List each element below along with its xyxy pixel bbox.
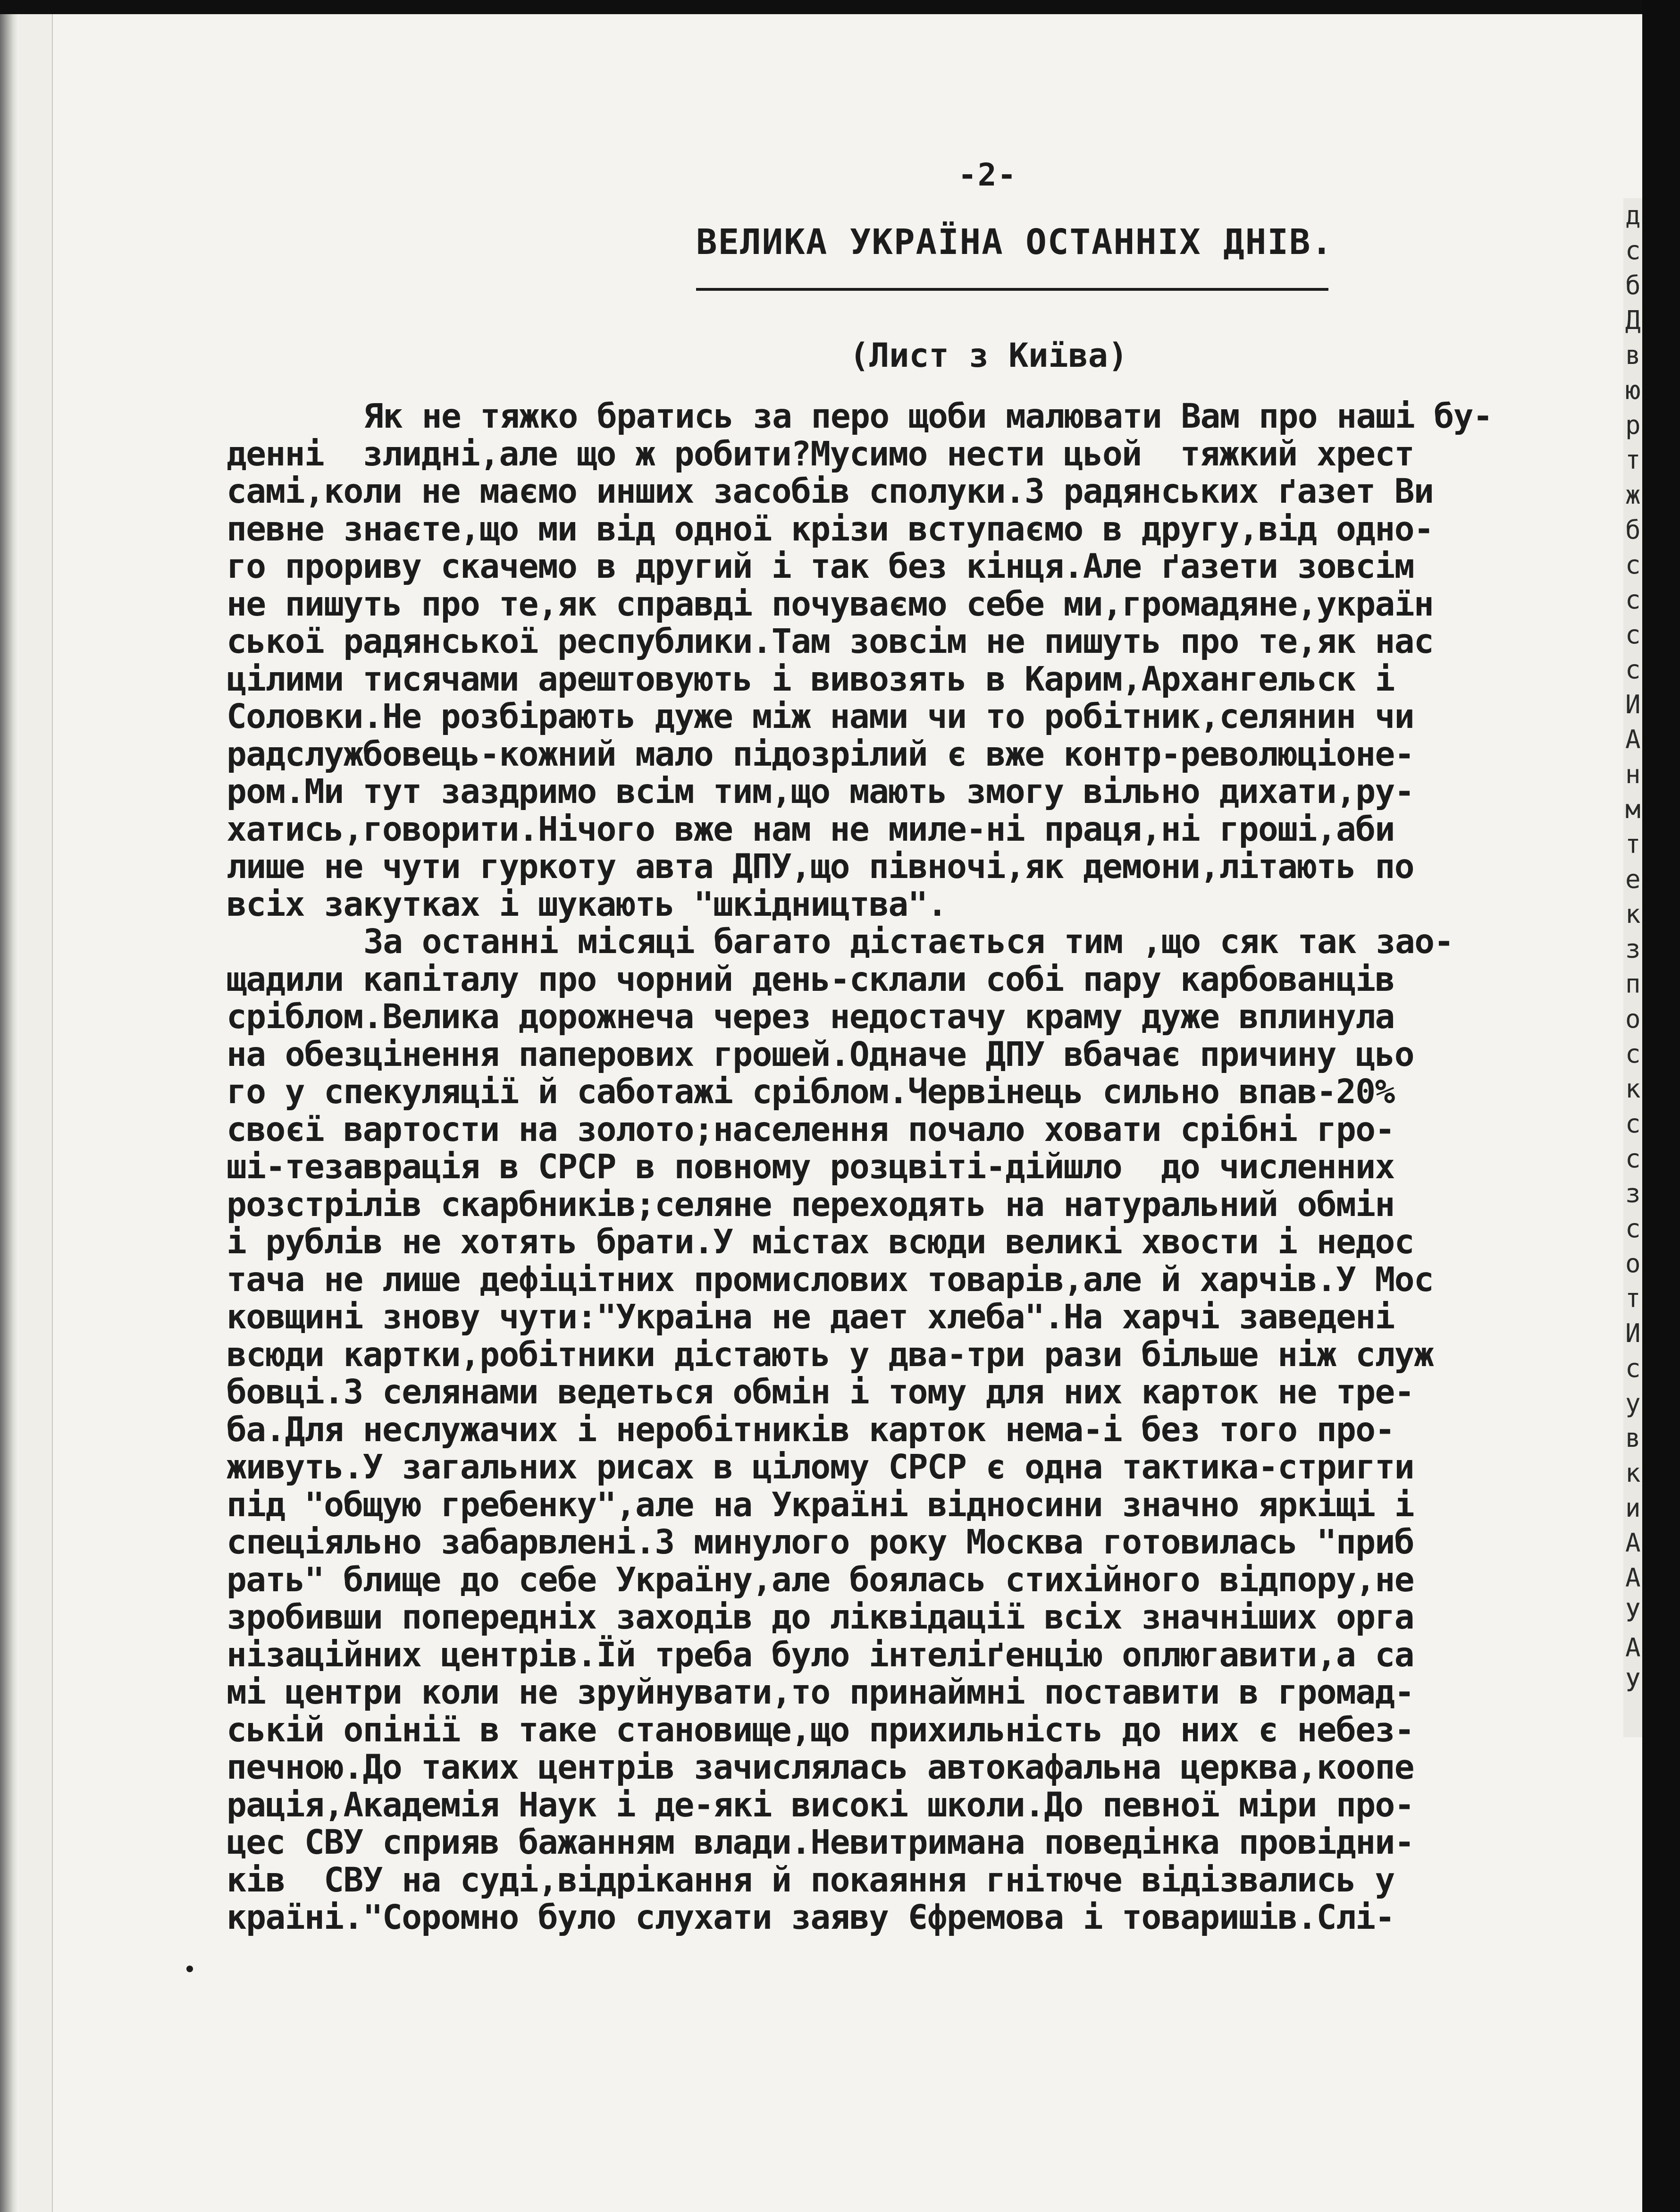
body-text [227, 397, 1623, 1936]
text-line: цілими тисячами арештовують і вивозять в Карим,Архангельск і [227, 659, 1394, 699]
text-line: і рублів не хотять брати.У містах всюди великі хвости і недос [227, 1222, 1414, 1261]
next-page-char: е [1625, 864, 1641, 894]
text-line: Соловки.Не розбірають дуже між нами чи то робітник,селянин чи [227, 697, 1414, 736]
next-page-char: б [1625, 515, 1641, 545]
text-line: ків СВУ на суді,відрікання й покаяння гнітюче відізвались у [227, 1860, 1394, 1900]
next-page-char: У [1625, 1598, 1641, 1628]
text-line: лише не чути гуркоту авта ДПУ,що півночі,як демони,літають по [227, 847, 1414, 886]
next-page-char: в [1625, 1423, 1641, 1453]
document-subtitle: (Лист з Київа) [849, 336, 1128, 375]
next-page-char: к [1625, 899, 1641, 929]
text-line: всюди картки,робітники дістають у два-три рази більше ніж служ [227, 1334, 1434, 1374]
text-line: рать" блище до себе Україну,але боялась стихійного відпору,не [227, 1560, 1414, 1599]
text-line: За останні місяці багато дістається тим ,що сяк так зао- [363, 922, 1453, 961]
title-underline [696, 288, 1328, 291]
next-page-char: с [1625, 236, 1641, 265]
document-title: ВЕЛИКА УКРАЇНА ОСТАННІХ ДНІВ. [696, 222, 1334, 262]
next-page-char: А [1625, 1563, 1641, 1593]
text-line: рація,Академія Наук і де-які високі школи.До певної міри про- [227, 1785, 1414, 1824]
text-line: ба.Для неслужачих і неробітників карток нема-і без того про- [227, 1410, 1394, 1449]
next-page-char: м [1625, 794, 1641, 824]
text-line: бовці.З селянами ведеться обмін і тому для них карток не тре- [227, 1372, 1414, 1411]
next-page-char: д [1625, 201, 1641, 230]
next-page-char: ю [1625, 375, 1641, 405]
next-page-char: ж [1625, 480, 1641, 510]
next-page-char: с [1625, 1144, 1641, 1174]
text-line: не пишуть про те,як справді почуваємо себе ми,громадяне,україн [227, 584, 1434, 624]
text-line: Як не тяжко братись за перо щоби малювати Вам про наші бу- [363, 397, 1493, 436]
next-page-char: У [1625, 1668, 1641, 1697]
text-line: зробивши попередніх заходів до ліквідації всіх значніших орга [227, 1597, 1414, 1637]
text-line: цес СВУ сприяв бажанням влади.Невитримана поведінка провідни- [227, 1823, 1414, 1862]
text-line: ші-тезаврація в СРСР в повному розцвіті-дійшло до численних [227, 1147, 1394, 1186]
next-page-char: к [1625, 1074, 1641, 1104]
next-page-char: с [1625, 655, 1641, 684]
text-line: живуть.У загальних рисах в цілому СРСР є одна тактика-стригти [227, 1447, 1414, 1486]
text-line: всіх закутках і шукають "шкідництва". [227, 884, 947, 924]
next-page-char: з [1625, 1179, 1641, 1208]
next-page-char: н [1625, 760, 1641, 789]
text-line: денні злидні,але що ж робити?Мусимо нести цьой тяжкий хрест [227, 434, 1414, 473]
next-page-char: о [1625, 1004, 1641, 1034]
text-line: щадили капіталу про чорний день-склали собі пару карбованців [227, 959, 1394, 999]
page-edge-shadow [0, 14, 19, 2212]
text-line: ської радянської республики.Там зовсім не пишуть про те,як нас [227, 622, 1434, 661]
next-page-char: И [1625, 1318, 1641, 1348]
next-page-char: т [1625, 445, 1641, 475]
text-line: го у спекуляції й саботажі сріблом.Червінець сильно впав-20% [227, 1072, 1394, 1111]
next-page-char: с [1625, 585, 1641, 615]
text-line: спеціяльно забарвлені.З минулого року Москва готовилась "приб [227, 1522, 1414, 1562]
text-line: розстрілів скарбників;селяне переходять на натуральний обмін [227, 1184, 1394, 1224]
scanner-background-right [1642, 0, 1680, 2212]
next-page-char: А [1625, 1633, 1641, 1663]
next-page-char: с [1625, 1214, 1641, 1243]
next-page-char: с [1625, 550, 1641, 580]
text-line: сріблом.Велика дорожнеча через недостачу краму дуже вплинула [227, 997, 1394, 1036]
next-page-char: с [1625, 1109, 1641, 1139]
next-page-char: с [1625, 1039, 1641, 1069]
text-line: тача не лише дефіцітних промислових товарів,але й харчів.У Мос [227, 1259, 1434, 1299]
next-page-char: к [1625, 1458, 1641, 1488]
next-page-char: с [1625, 620, 1641, 650]
next-page-edge [1623, 198, 1642, 1737]
page-stack-edge [19, 14, 53, 2212]
text-line: ром.Ми тут заздримо всім тим,що мають змогу вільно дихати,ру- [227, 772, 1414, 811]
next-page-char: и [1625, 1493, 1641, 1523]
next-page-char: б [1625, 270, 1641, 300]
next-page-char: Д [1625, 305, 1641, 335]
text-line: самі,коли не маємо инших засобів сполуки.З радянських ґазет Ви [227, 472, 1434, 511]
text-line: хатись,говорити.Нічого вже нам не миле-ні праця,ні гроші,аби [227, 809, 1394, 849]
next-page-char: в [1625, 340, 1641, 370]
next-page-char: р [1625, 410, 1641, 440]
text-line: певне знаєте,що ми від одної крізи вступаємо в другу,від одно- [227, 509, 1434, 549]
text-line: своєї вартости на золото;населення почало ховати срібні гро- [227, 1109, 1394, 1149]
scanner-background-top [0, 0, 1680, 14]
text-line: ковщині знову чути:"Украіна не дает хлеба".На харчі заведені [227, 1297, 1394, 1336]
next-page-char: о [1625, 1249, 1641, 1278]
next-page-char: А [1625, 725, 1641, 754]
text-line: ській опінії в таке становище,що прихильність до них є небез- [227, 1710, 1414, 1749]
text-line: під "общую гребенку",але на Україні відносини значно яркіщі і [227, 1485, 1414, 1524]
page-number: -2- [958, 157, 1017, 193]
text-line: нізаційних центрів.Їй треба було інтеліґенцію оплюгавити,а са [227, 1635, 1414, 1674]
text-line: го прориву скачемо в другий і так без кінця.Але ґазети зовсім [227, 547, 1414, 586]
next-page-char: с [1625, 1353, 1641, 1383]
text-line: радслужбовець-кожний мало підозрілий є вже контр-революціоне- [227, 734, 1414, 774]
next-page-char: т [1625, 829, 1641, 859]
next-page-char: у [1625, 1388, 1641, 1418]
text-line: країні."Соромно було слухати заяву Єфремова і товаришів.Слі- [227, 1898, 1394, 1937]
text-line: мі центри коли не зруйнувати,то принаймні поставити в громад- [227, 1672, 1414, 1712]
next-page-char: п [1625, 969, 1641, 999]
ink-dot-mark [186, 1966, 193, 1972]
text-line: на обезцінення паперових грошей.Одначе ДПУ вбачає причину цьо [227, 1034, 1414, 1074]
next-page-char: И [1625, 690, 1641, 719]
next-page-char: з [1625, 934, 1641, 964]
next-page-char: А [1625, 1528, 1641, 1558]
next-page-char: т [1625, 1283, 1641, 1313]
text-line: печною.До таких центрів зачислялась автокафальна церква,коопе [227, 1748, 1414, 1787]
